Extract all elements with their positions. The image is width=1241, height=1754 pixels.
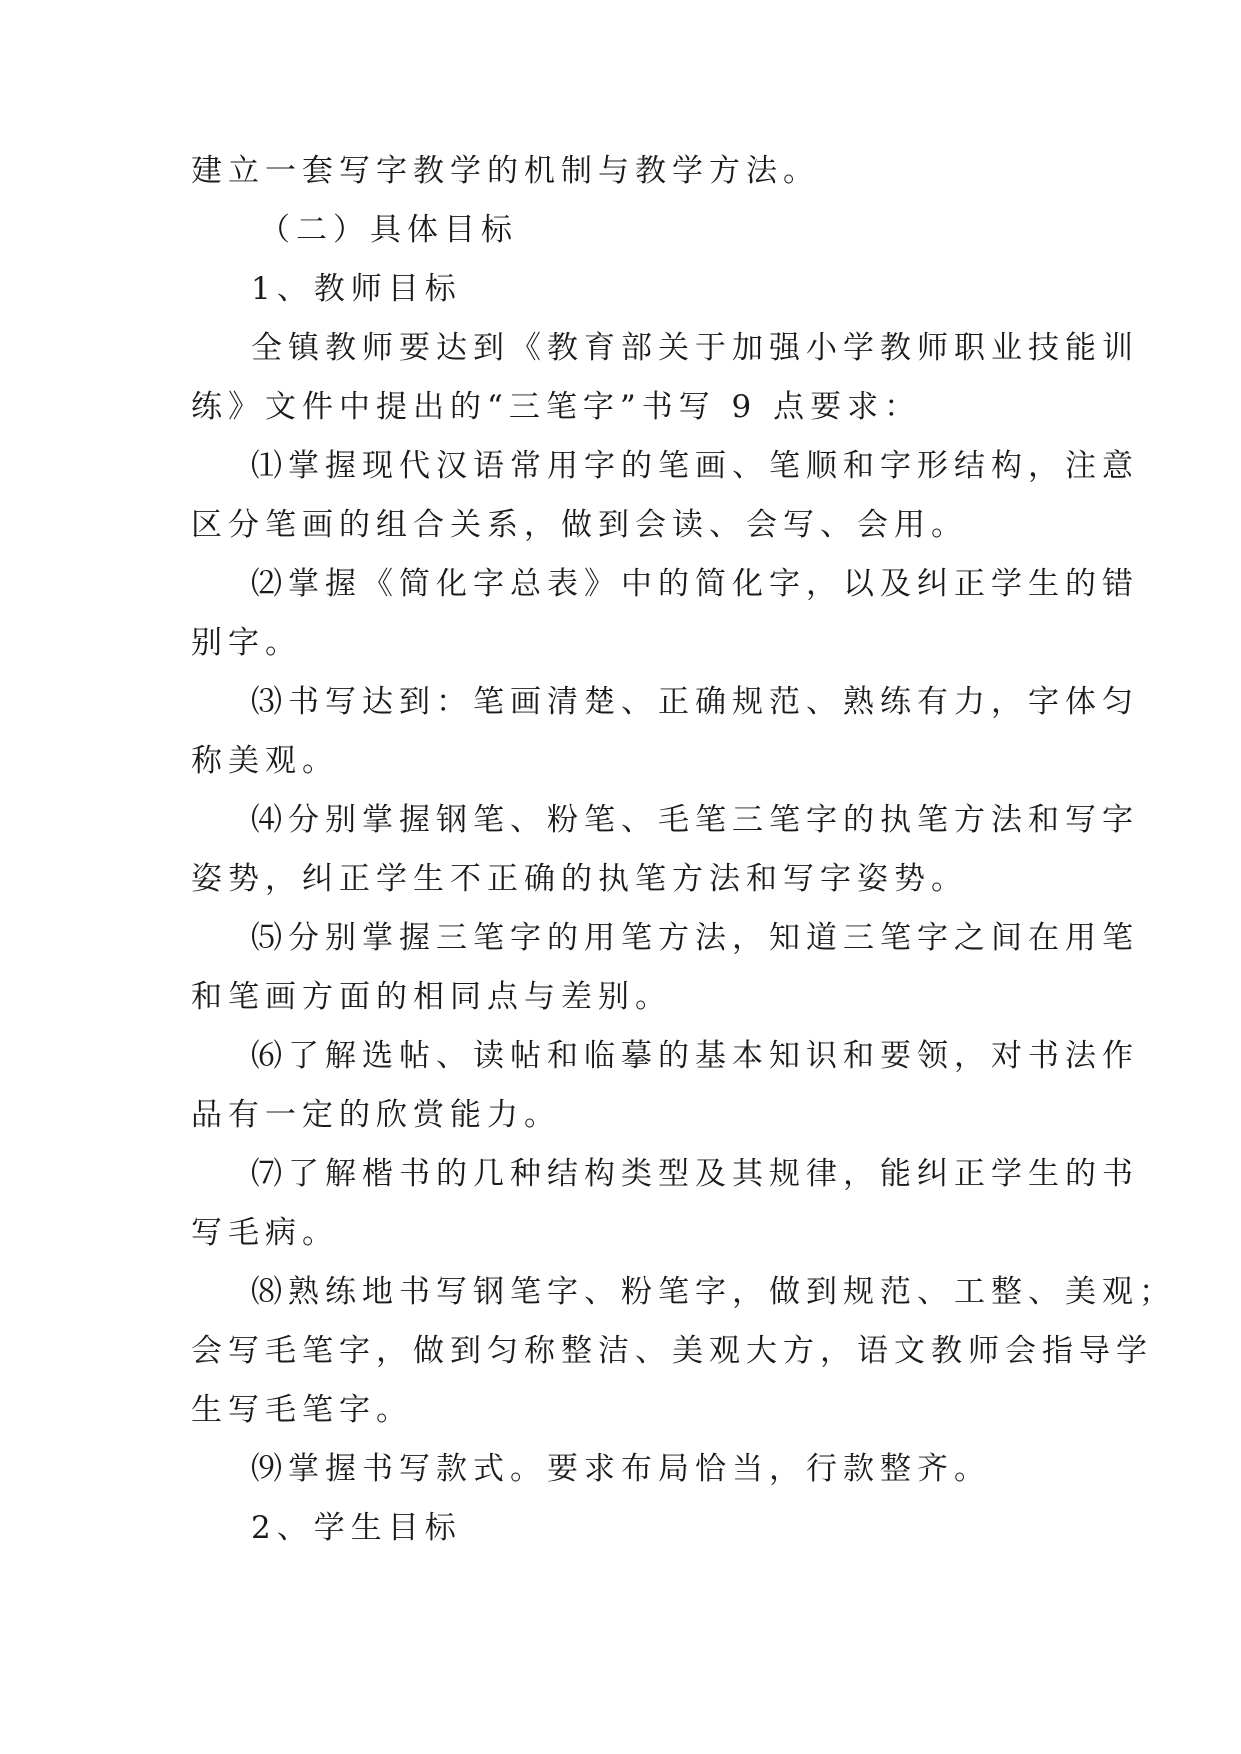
list-item-line: 生写毛笔字。 [191, 1392, 413, 1428]
list-item-line: ⑵掌握《简化字总表》中的简化字，以及纠正学生的错 [251, 566, 1139, 602]
list-item-line: 品有一定的欣赏能力。 [191, 1097, 561, 1133]
paragraph-line: 全镇教师要达到《教育部关于加强小学教师职业技能训 [251, 330, 1139, 366]
subsection-heading: 2、学生目标 [251, 1510, 462, 1546]
list-item-line: ⑷分别掌握钢笔、粉笔、毛笔三笔字的执笔方法和写字 [251, 802, 1139, 838]
subsection-heading: 1、教师目标 [251, 271, 462, 307]
list-item-line: ⑼掌握书写款式。要求布局恰当，行款整齐。 [251, 1451, 991, 1487]
list-item-line: ⑺了解楷书的几种结构类型及其规律，能纠正学生的书 [251, 1156, 1139, 1192]
list-item-line: 写毛病。 [191, 1215, 339, 1251]
list-item-line: ⑻熟练地书写钢笔字、粉笔字，做到规范、工整、美观； [251, 1274, 1176, 1310]
list-item-line: 姿势，纠正学生不正确的执笔方法和写字姿势。 [191, 861, 968, 897]
list-item-line: 和笔画方面的相同点与差别。 [191, 979, 672, 1015]
list-item-line: 会写毛笔字，做到匀称整洁、美观大方，语文教师会指导学 [191, 1333, 1153, 1369]
list-item-line: ⑸分别掌握三笔字的用笔方法，知道三笔字之间在用笔 [251, 920, 1139, 956]
list-item-line: ⑶书写达到：笔画清楚、正确规范、熟练有力，字体匀 [251, 684, 1139, 720]
list-item-line: ⑴掌握现代汉语常用字的笔画、笔顺和字形结构，注意 [251, 448, 1139, 484]
list-item-line: 别字。 [191, 625, 302, 661]
section-heading: （二）具体目标 [259, 212, 518, 248]
paragraph-line: 练》文件中提出的“三笔字”书写 9 点要求： [191, 389, 922, 425]
list-item-line: 区分笔画的组合关系，做到会读、会写、会用。 [191, 507, 968, 543]
list-item-line: ⑹了解选帖、读帖和临摹的基本知识和要领，对书法作 [251, 1038, 1139, 1074]
document-body [191, 153, 1176, 1572]
list-item-line: 称美观。 [191, 743, 339, 779]
paragraph-line: 建立一套写字教学的机制与教学方法。 [191, 153, 820, 189]
